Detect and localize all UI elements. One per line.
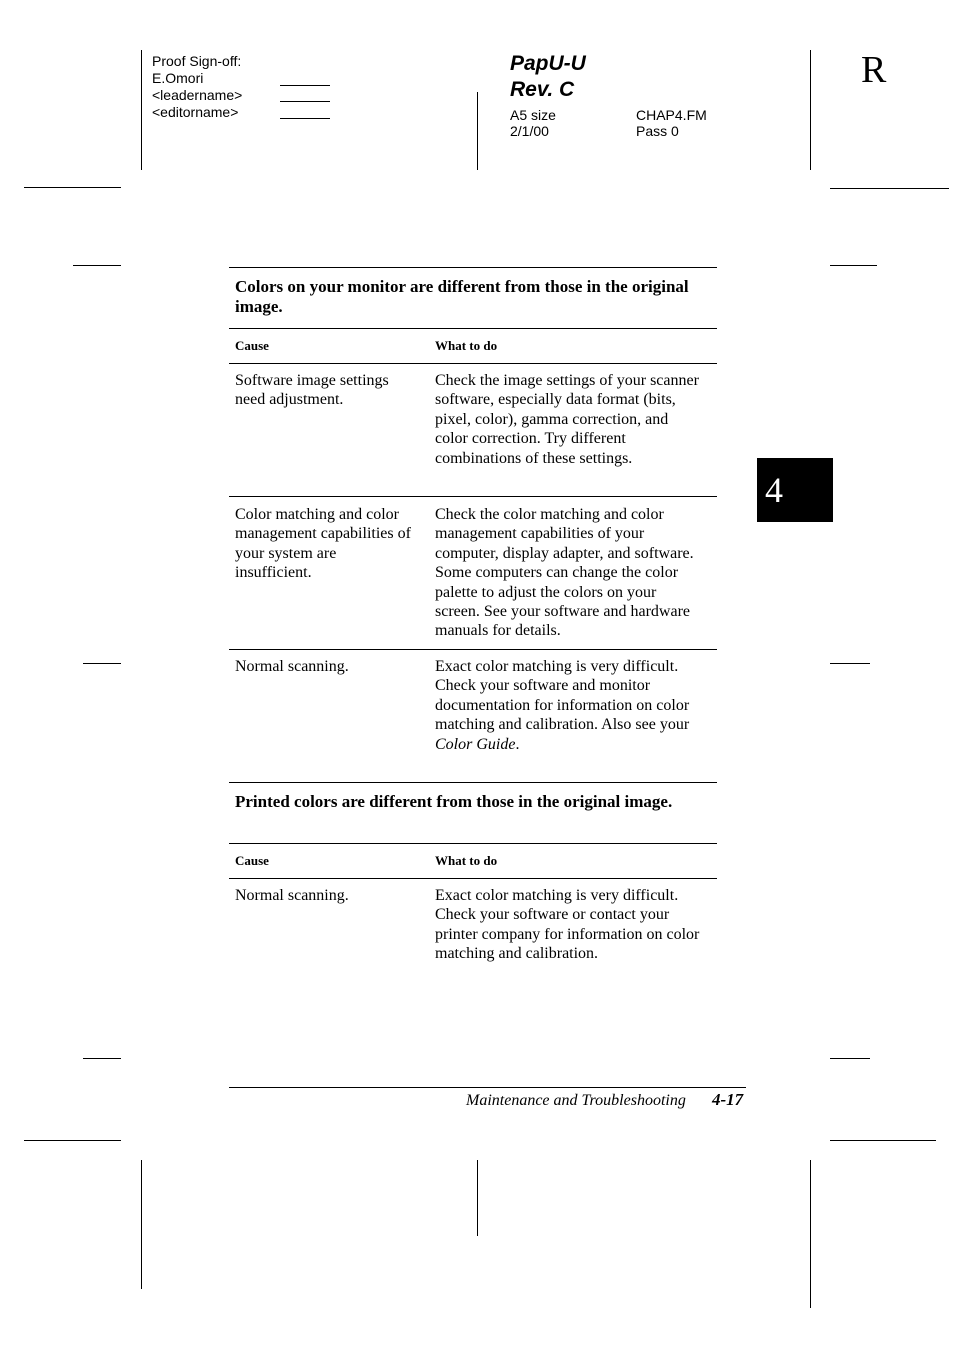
column-header-cause: Cause: [235, 853, 269, 868]
crop-mark: [83, 663, 121, 664]
crop-mark: [830, 265, 877, 266]
row-divider: [229, 496, 717, 497]
pass-label: Pass 0: [636, 123, 679, 139]
crop-mark: [830, 1058, 870, 1059]
revision-label: Rev. C: [510, 78, 575, 101]
page-size: A5 size: [510, 107, 556, 123]
column-header-what-to-do: What to do: [435, 338, 498, 353]
crop-mark: [24, 1140, 121, 1141]
proof-signoff-label: Proof Sign-off:: [152, 53, 242, 69]
row-divider: [229, 649, 717, 650]
signoff-line: [280, 101, 330, 102]
crop-mark: [830, 1140, 936, 1141]
what-to-do-cell: [435, 657, 703, 754]
corner-mark: R: [861, 49, 887, 91]
file-name: CHAP4.FM: [636, 107, 707, 123]
cause-cell: Color matching and color management capabilities of your system are insufficient.: [235, 506, 411, 582]
proof-name-leader: <leadername>: [152, 87, 243, 103]
cause-cell: Software image settings need adjustment.: [235, 372, 389, 409]
chapter-tab: 4: [757, 458, 833, 522]
cause-cell: Normal scanning.: [235, 887, 349, 904]
table-rule: [229, 843, 717, 844]
signoff-line: [280, 118, 330, 119]
column-header-cause: Cause: [235, 338, 269, 353]
crop-mark: [810, 50, 811, 170]
proof-name-omori: E.Omori: [152, 70, 204, 86]
table-heading: Printed colors are different from those in the original image.: [235, 792, 673, 811]
product-name: PapU-U: [510, 52, 586, 75]
crop-mark: [477, 92, 478, 170]
crop-mark: [24, 187, 121, 188]
cause-cell: Normal scanning.: [235, 658, 349, 675]
table-rule: [229, 878, 717, 879]
column-header-what-to-do: What to do: [435, 853, 498, 868]
date-label: 2/1/00: [510, 123, 549, 139]
footer-rule: [229, 1087, 746, 1088]
proof-name-editor: <editorname>: [152, 104, 239, 120]
crop-mark: [73, 265, 121, 266]
footer-section-title: Maintenance and Troubleshooting: [466, 1092, 686, 1109]
crop-mark: [810, 1160, 811, 1308]
table-rule: [229, 267, 717, 268]
what-to-do-cell: Check the image settings of your scanner software, especially data format (bits, pixel, color), gamma correction, and color correction. Try different combinations of these settings.: [435, 372, 699, 467]
crop-mark: [141, 50, 142, 170]
what-to-do-text: Exact color matching is very difficult. Check your software and monitor documentation for information on color matching and calibration. Also see your: [435, 658, 690, 734]
page-number: 4-17: [712, 1090, 744, 1109]
crop-mark: [477, 1160, 478, 1236]
table-rule: [229, 363, 717, 364]
what-to-do-cell: Exact color matching is very difficult. Check your software or contact your printer company for information on color matching and calibration.: [435, 887, 700, 963]
sentence-end: .: [515, 735, 520, 753]
what-to-do-cell: Check the color matching and color management capabilities of your computer, display adapter, and software. Some computers can change the color palette to adjust the colors on your screen. See your software and hardware manuals for details.: [435, 506, 694, 640]
crop-mark: [830, 188, 949, 189]
table-rule: [229, 328, 717, 329]
crop-mark: [830, 663, 870, 664]
proof-signoff-block: [152, 53, 352, 121]
table-heading: Colors on your monitor are different from those in the original image.: [235, 277, 689, 316]
table-rule: [229, 782, 717, 783]
signoff-line: [280, 85, 330, 86]
crop-mark: [141, 1160, 142, 1289]
color-guide-reference: Color Guide: [435, 735, 516, 753]
crop-mark: [83, 1058, 121, 1059]
